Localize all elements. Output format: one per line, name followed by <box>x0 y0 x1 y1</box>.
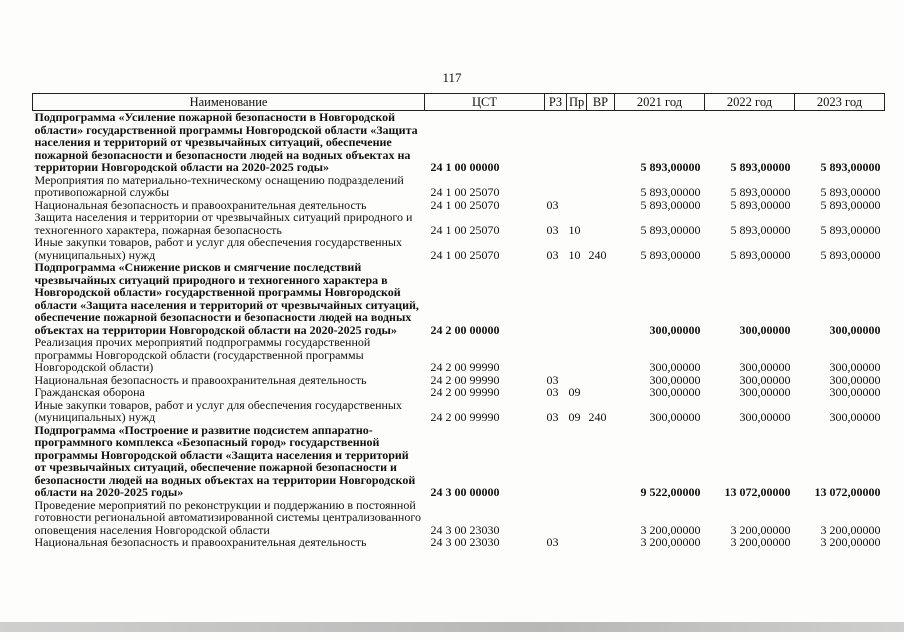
page-number: 117 <box>442 70 462 85</box>
row-2023: 300,00000 <box>829 360 881 374</box>
row-vr <box>587 199 615 212</box>
row-vr <box>587 336 615 374</box>
row-cst: 24 2 00 99990 <box>430 372 500 387</box>
row-2023: 300,00000 <box>829 372 881 387</box>
row-name: Проведение мероприятий по реконструкции и поддержанию в постоянной готовности региональной автоматизированной системы централизованного оповещения населения Новгородской области <box>34 497 421 537</box>
row-name: Подпрограмма «Снижение рисков и смягчение последствий чрезвычайных ситуаций природного и техногенного характера в Новгородской области» государственной программы Новгородской области «Защита населения и территорий от чрезвычайных ситуаций, обеспечение пожарной безопасности и безопасности людей на водных объектах на территории Новгородской области на 2020-2025 годы» <box>34 260 419 337</box>
row-2023: 3 200,00000 <box>820 535 881 549</box>
header-2022: 2022 год <box>705 94 795 111</box>
row-2021: 300,00000 <box>649 410 701 424</box>
row-cst: 24 2 00 99990 <box>430 385 500 399</box>
row-2021: 5 893,00000 <box>640 185 701 199</box>
row-vr <box>587 111 615 174</box>
row-2022: 3 200,00000 <box>730 522 791 537</box>
row-pr: 09 <box>568 385 581 399</box>
row-2023: 5 893,00000 <box>820 247 881 262</box>
row-2022: 5 893,00000 <box>730 247 791 262</box>
row-name: Реализация прочих мероприятий подпрограммы государственной программы Новгородской области (государственной программы Новгородской области) <box>34 335 371 374</box>
header-cst: ЦСТ <box>425 94 545 111</box>
row-name: Мероприятия по материально-техническому оснащению подразделений противопожарной службы <box>34 172 404 199</box>
row-2021: 3 200,00000 <box>640 522 701 537</box>
scan-edge-bar <box>0 622 904 632</box>
table-row <box>33 211 885 236</box>
table-row <box>33 236 885 261</box>
row-vr <box>587 374 615 387</box>
row-name: Национальная безопасность и правоохранительная деятельность <box>34 372 367 387</box>
table-row <box>33 399 885 424</box>
row-2021: 300,00000 <box>649 360 701 374</box>
row-2023: 300,00000 <box>829 322 881 337</box>
row-name: Защита населения и территории от чрезвычайных ситуаций природного и техногенного характера, пожарная безопасность <box>34 210 413 237</box>
row-2021: 3 200,00000 <box>640 535 701 549</box>
header-2023: 2023 год <box>795 94 885 111</box>
row-2023: 5 893,00000 <box>820 197 881 212</box>
row-pr <box>567 174 587 199</box>
row-2022: 5 893,00000 <box>730 160 791 174</box>
row-pr <box>567 261 587 336</box>
header-pr: Пр <box>567 94 587 111</box>
subprogram-row <box>33 424 885 499</box>
row-cst: 24 3 00 23030 <box>430 522 500 537</box>
row-cst: 24 3 00 23030 <box>430 535 500 549</box>
row-2021: 5 893,00000 <box>640 222 701 237</box>
row-cst: 24 1 00 25070 <box>430 185 500 199</box>
row-vr <box>587 261 615 336</box>
row-2021: 300,00000 <box>649 372 701 387</box>
row-name: Подпрограмма «Построение и развитие подсистем аппаратно-программного комплекса «Безопасный город» государственной программы Новгородской области «Защита населения и территорий от чрезвычайных ситуаций, обеспечение пожарной безопасности и безопасности людей на водных объектах на территории Новгородской области на 2020-2025 годы» <box>34 422 416 499</box>
row-rz: 03 <box>546 197 559 212</box>
row-cst: 24 1 00 25070 <box>430 222 500 237</box>
budget-table <box>32 93 885 549</box>
row-cst: 24 1 00 25070 <box>430 247 500 262</box>
row-2023: 3 200,00000 <box>820 522 881 537</box>
table-header-row <box>33 94 885 111</box>
row-vr <box>587 174 615 199</box>
row-2022: 300,00000 <box>739 385 791 399</box>
row-name: Национальная безопасность и правоохранительная деятельность <box>34 197 367 212</box>
row-rz: 03 <box>546 247 559 262</box>
row-vr <box>587 424 615 499</box>
row-rz <box>545 336 567 374</box>
row-rz <box>545 261 567 336</box>
row-vr: 240 <box>588 410 607 424</box>
table-row <box>33 536 885 549</box>
table-row <box>33 174 885 199</box>
row-rz: 03 <box>546 410 559 424</box>
row-cst: 24 2 00 00000 <box>430 322 500 337</box>
row-pr: 10 <box>568 222 581 237</box>
row-2021: 5 893,00000 <box>640 197 701 212</box>
header-name: Наименование <box>33 94 425 111</box>
row-rz <box>545 111 567 174</box>
row-pr <box>567 499 587 537</box>
row-name: Иные закупки товаров, работ и услуг для обеспечения государственных (муниципальных) нужд <box>34 397 402 424</box>
row-cst: 24 2 00 99990 <box>430 410 500 424</box>
row-2022: 13 072,00000 <box>724 485 791 499</box>
row-pr <box>567 199 587 212</box>
table-row <box>33 336 885 374</box>
row-rz <box>545 499 567 537</box>
row-2022: 300,00000 <box>739 360 791 374</box>
header-2021: 2021 год <box>615 94 705 111</box>
row-2022: 5 893,00000 <box>730 222 791 237</box>
row-2021: 5 893,00000 <box>640 160 701 174</box>
row-cst: 24 1 00 25070 <box>430 197 500 212</box>
row-pr <box>567 336 587 374</box>
table-row <box>33 386 885 399</box>
row-2023: 13 072,00000 <box>814 485 881 499</box>
row-vr <box>587 536 615 549</box>
row-pr <box>567 424 587 499</box>
row-2023: 300,00000 <box>829 410 881 424</box>
row-2023: 5 893,00000 <box>820 160 881 174</box>
row-2022: 5 893,00000 <box>730 185 791 199</box>
subprogram-row <box>33 111 885 174</box>
row-2022: 3 200,00000 <box>730 535 791 549</box>
row-rz <box>545 174 567 199</box>
header-rz: РЗ <box>545 94 567 111</box>
subprogram-row <box>33 261 885 336</box>
row-rz: 03 <box>546 222 559 237</box>
row-vr <box>587 499 615 537</box>
row-name: Национальная безопасность и правоохранительная деятельность <box>34 535 367 549</box>
row-2022: 300,00000 <box>739 372 791 387</box>
row-2022: 300,00000 <box>739 410 791 424</box>
row-pr <box>567 536 587 549</box>
row-vr: 240 <box>588 247 607 262</box>
row-2021: 300,00000 <box>649 322 701 337</box>
row-cst: 24 3 00 00000 <box>430 485 500 499</box>
row-rz <box>545 424 567 499</box>
row-rz: 03 <box>546 385 559 399</box>
row-name: Иные закупки товаров, работ и услуг для обеспечения государственных (муниципальных) нужд <box>34 235 402 262</box>
row-pr <box>567 111 587 174</box>
row-vr <box>587 211 615 236</box>
row-2021: 9 522,00000 <box>640 485 701 499</box>
row-2023: 5 893,00000 <box>820 185 881 199</box>
table-body <box>33 111 885 549</box>
row-2021: 5 893,00000 <box>640 247 701 262</box>
row-cst: 24 2 00 99990 <box>430 360 500 374</box>
row-2021: 300,00000 <box>649 385 701 399</box>
row-2023: 5 893,00000 <box>820 222 881 237</box>
row-rz: 03 <box>546 372 559 387</box>
row-pr: 10 <box>568 247 581 262</box>
row-rz: 03 <box>546 535 559 549</box>
header-vr: ВР <box>587 94 615 111</box>
row-pr: 09 <box>568 410 581 424</box>
table-row <box>33 499 885 537</box>
row-name: Гражданская оборона <box>34 385 145 399</box>
row-vr <box>587 386 615 399</box>
row-name: Подпрограмма «Усиление пожарной безопасности в Новгородской области» государственной программы Новгородской области «Защита населения и территорий от чрезвычайных ситуаций, обеспечение пожарной безопасности и безопасности людей на водных объектах на территории Новгородской области на 2020-2025 годы» <box>34 110 418 174</box>
row-2023: 300,00000 <box>829 385 881 399</box>
row-cst: 24 1 00 00000 <box>430 160 500 174</box>
row-2022: 300,00000 <box>739 322 791 337</box>
row-2022: 5 893,00000 <box>730 197 791 212</box>
